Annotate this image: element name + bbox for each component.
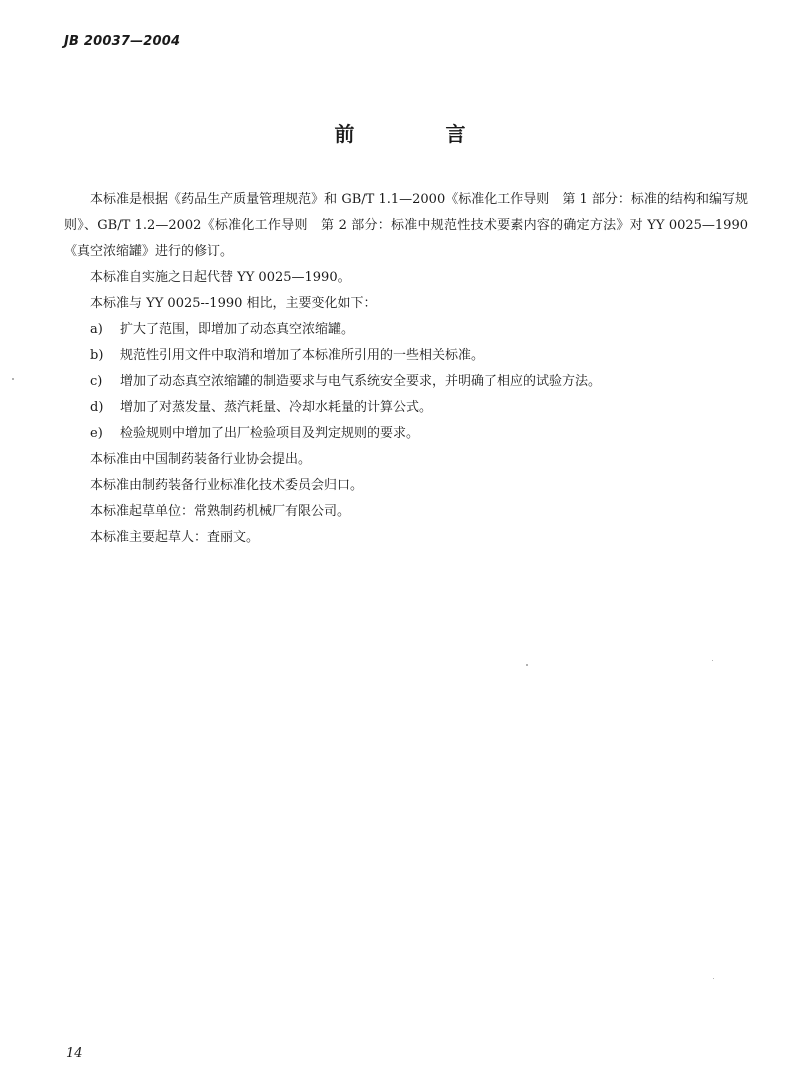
scan-speck <box>712 660 713 661</box>
change-item-label: a) <box>90 322 103 337</box>
change-item-text: 增加了对蒸发量、蒸汽耗量、冷却水耗量的计算公式。 <box>120 400 433 415</box>
paragraph-proposed-by: 本标准由中国制药装备行业协会提出。 <box>90 452 312 467</box>
change-item-label: d) <box>90 400 104 415</box>
paragraph-changes-intro: 本标准与 YY 0025--1990 相比，主要变化如下： <box>90 296 377 311</box>
change-item-label: e) <box>90 426 103 441</box>
foreword-body <box>64 187 748 551</box>
standard-number: JB 20037—2004 <box>64 34 181 49</box>
change-item-label: c) <box>90 374 103 389</box>
change-item <box>64 421 748 447</box>
change-item <box>64 395 748 421</box>
scan-speck <box>713 978 714 979</box>
scan-speck <box>526 664 528 666</box>
paragraph-replacement: 本标准自实施之日起代替 YY 0025—1990。 <box>90 270 351 285</box>
page-number: 14 <box>66 1046 83 1061</box>
paragraph-managed-by: 本标准由制药装备行业标准化技术委员会归口。 <box>90 478 364 493</box>
scan-speck <box>12 378 14 380</box>
change-item <box>64 317 748 343</box>
change-item-text: 扩大了范围，即增加了动态真空浓缩罐。 <box>120 322 355 337</box>
change-item-text: 规范性引用文件中取消和增加了本标准所引用的一些相关标准。 <box>120 348 485 363</box>
paragraph-drafter: 本标准主要起草人：査丽文。 <box>90 530 260 545</box>
page-title: 前 言 <box>334 122 508 146</box>
change-item-text: 检验规则中增加了出厂检验项目及判定规则的要求。 <box>120 426 420 441</box>
change-item <box>64 343 748 369</box>
change-item <box>64 369 748 395</box>
change-item-label: b) <box>90 348 104 363</box>
paragraph-drafting-unit: 本标准起草单位：常熟制药机械厂有限公司。 <box>90 504 351 519</box>
change-item-text: 增加了动态真空浓缩罐的制造要求与电气系统安全要求，并明确了相应的试验方法。 <box>120 374 602 389</box>
paragraph-basis: 本标准是根据《药品生产质量管理规范》和 GB/T 1.1—2000《标准化工作导则 第 1 部分：标准的结构和编写规则》、GB/T 1.2—2002《标准化工作导则 第 2 部分：标准中规范性技术要素内容的确定方法》对 YY 0025—1990《真空浓缩罐》进行的修订。 <box>64 192 748 259</box>
